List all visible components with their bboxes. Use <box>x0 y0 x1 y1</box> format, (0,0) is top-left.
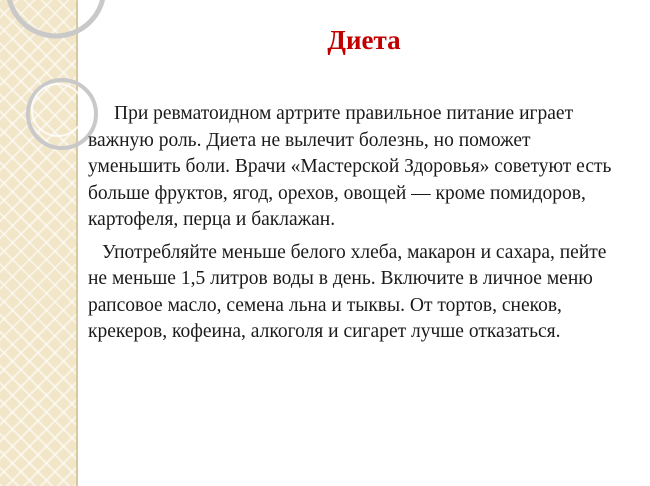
slide-title: Диета <box>327 25 401 55</box>
band-divider-line <box>76 0 78 486</box>
paragraph-2: Употребляйте меньше белого хлеба, макарон и сахара, пейте не меньше 1,5 литров воды в день. Включите в личное меню рапсовое масло, семена льна и тыквы. От тортов, снеков, крекеров, кофеина, алкоголя и сигарет лучше отказаться. <box>88 241 607 342</box>
decorative-left-band <box>0 0 76 486</box>
slide-body <box>88 101 628 346</box>
paragraph-1: При ревматоидном артрите правильное питание играет важную роль. Диета не вылечит болезнь, но поможет уменьшить боли. Врачи «Мастерской Здоровья» советуют есть больше фруктов, ягод, орехов, овощей — кроме помидоров, картофеля, перца и баклажан. <box>88 103 612 230</box>
